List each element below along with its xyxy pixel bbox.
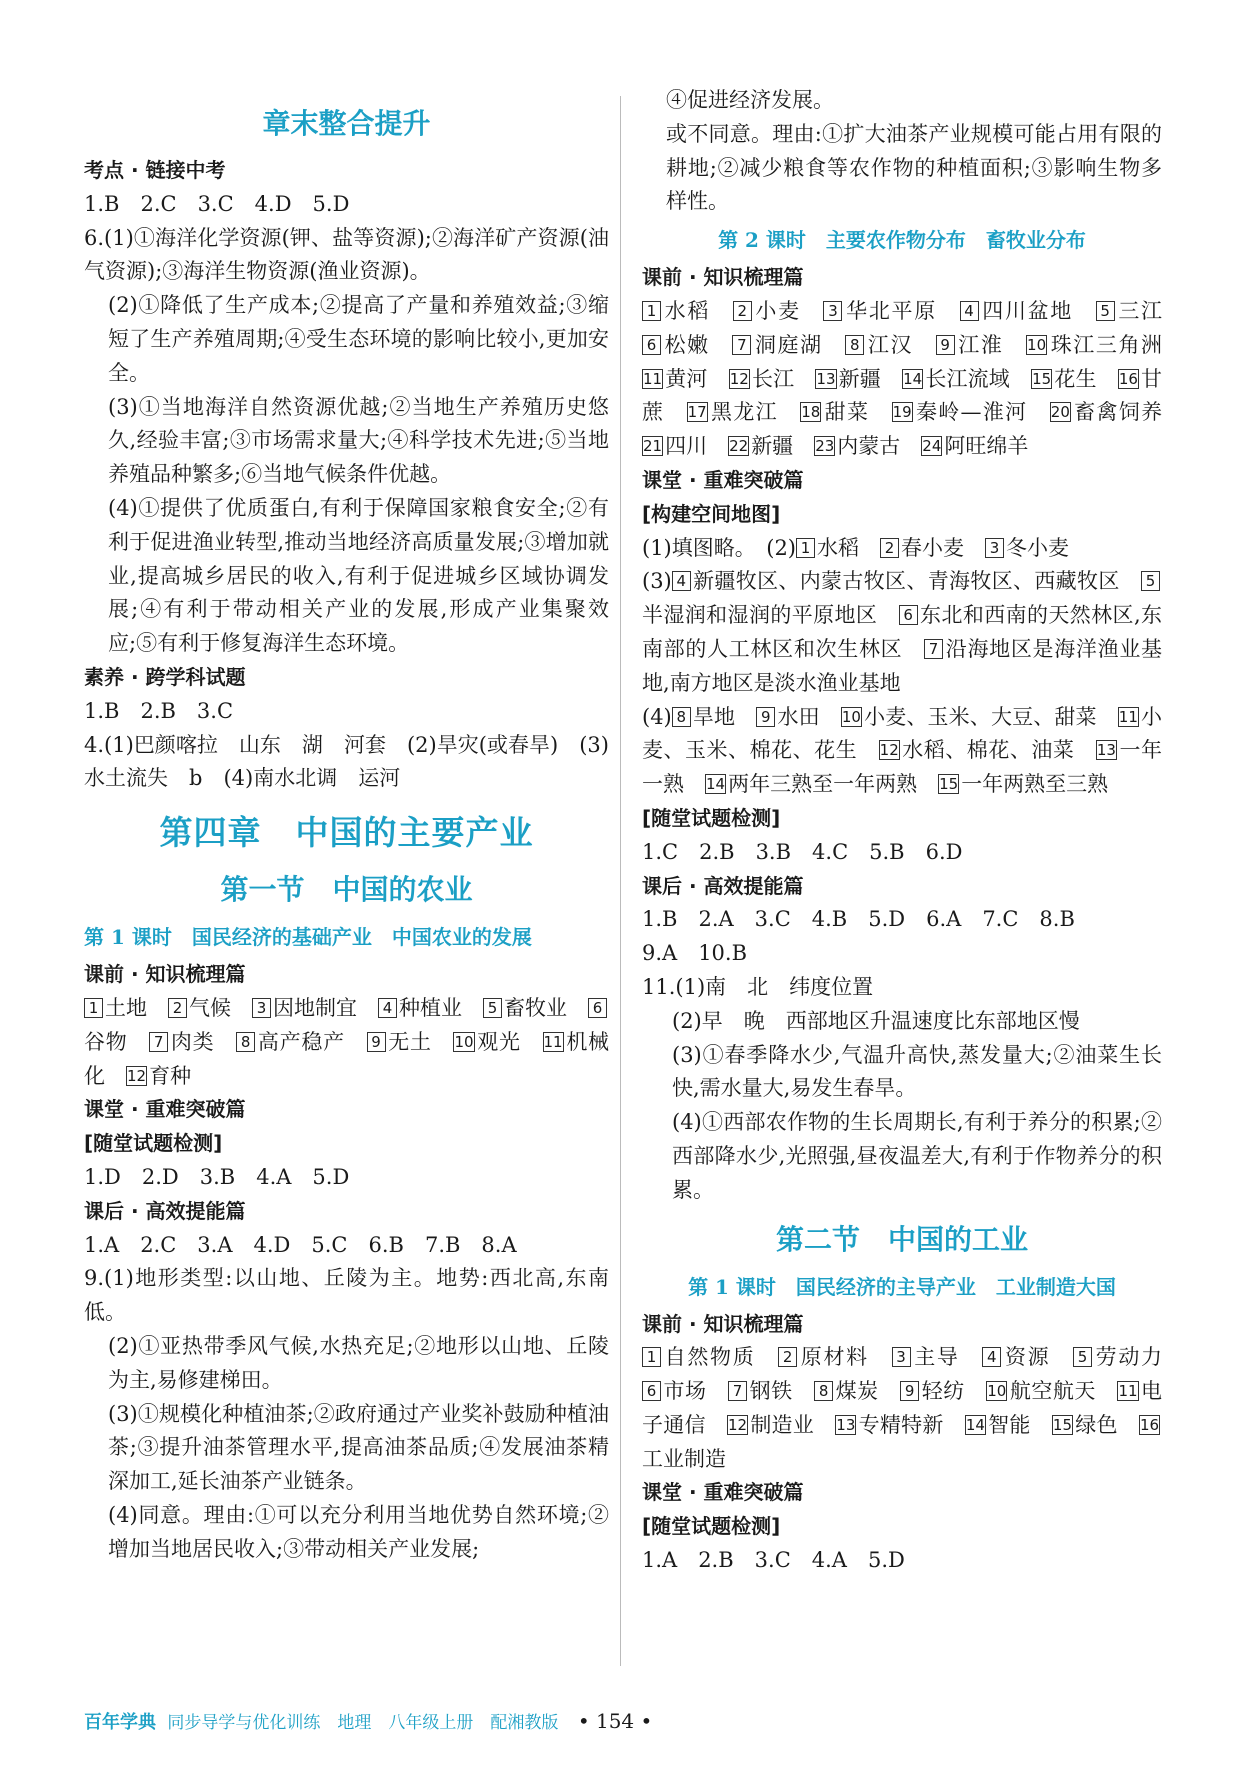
answer-item	[938, 772, 1108, 796]
answer-text: 无土	[387, 1029, 432, 1054]
answer-text: 四川盆地	[980, 298, 1073, 323]
answer-text: 气候	[189, 995, 231, 1020]
number-box: 6	[588, 998, 607, 1018]
answer-text: 市场	[663, 1379, 707, 1404]
number-box: 9	[756, 707, 775, 727]
answer-item	[642, 367, 708, 391]
number-box: 4	[378, 998, 397, 1018]
answer-item	[845, 333, 913, 357]
answer-line: 9.(1)地形类型:以山地、丘陵为主。地势:西北高,东南低。	[84, 1266, 609, 1325]
answer-item	[367, 1030, 432, 1054]
lesson-title: 第 1 课时 国民经济的基础产业 中国农业的发展	[84, 925, 532, 950]
answer-item	[814, 1379, 879, 1403]
answer-text: 洞庭湖	[753, 332, 823, 357]
answer-item	[672, 569, 1120, 593]
number-box: 3	[823, 301, 842, 321]
number-box: 14	[903, 369, 923, 388]
answer-item	[900, 1379, 965, 1403]
pre-class-answers	[642, 295, 1162, 464]
answer-text: 新疆牧区、内蒙古牧区、青海牧区、西藏牧区	[692, 569, 1120, 594]
answer-text: 因地制宜	[273, 995, 357, 1020]
answer-item	[642, 434, 707, 458]
answer-item	[960, 299, 1073, 323]
answer-item	[483, 996, 567, 1020]
answer-line: (3)①春季降水少,气温升高快,蒸发量大;②油菜生长快,需水量大,易发生春旱。	[672, 1042, 1162, 1101]
answer-text: 电子通信	[642, 1379, 1163, 1437]
number-box: 2	[733, 301, 752, 321]
number-box: 9	[900, 1381, 919, 1401]
answer-item	[835, 1413, 943, 1437]
answer-line: 1.A 2.C 3.A 4.D 5.C 6.B 7.B 8.A	[84, 1232, 517, 1257]
chapter-title: 第四章 中国的主要产业	[159, 813, 534, 853]
brand-name: 百年学典	[84, 1712, 156, 1733]
left-column	[84, 96, 609, 1566]
number-box: 13	[816, 369, 836, 388]
number-box: 22	[729, 437, 749, 456]
page-footer	[84, 1708, 652, 1734]
answer-text: 航空航天	[1009, 1379, 1096, 1404]
answer-item	[687, 400, 778, 424]
number-box: 7	[728, 1381, 747, 1401]
answer-item	[149, 1030, 214, 1054]
right-column	[642, 88, 1163, 1578]
answer-line: (2)①降低了生产成本;②提高了产量和养殖效益;③缩短了生产养殖周期;④受生态环境的影响比较小,更加安全。	[108, 293, 609, 385]
number-box: 3	[252, 998, 271, 1018]
answer-line: 1.B 2.A 3.C 4.B 5.D 6.A 7.C 8.B	[642, 907, 1075, 932]
map-answer-line	[642, 565, 1162, 700]
answer-item	[236, 1030, 345, 1054]
answer-text: 主导	[912, 1345, 960, 1370]
number-box: 15	[1032, 369, 1052, 388]
answer-item	[705, 772, 917, 796]
number-box: 19	[892, 403, 912, 422]
answer-text: 小麦	[753, 298, 801, 323]
answer-text: 四川	[665, 434, 708, 459]
number-box: 9	[936, 335, 955, 355]
answer-text: 土地	[105, 995, 147, 1020]
number-box: 11	[643, 369, 663, 388]
number-box: 8	[814, 1381, 833, 1401]
answer-text: 谷物	[84, 1029, 128, 1054]
answer-text: 原材料	[799, 1345, 869, 1370]
answer-text: 水田	[777, 704, 820, 729]
map-answer-prefix: (3)	[642, 569, 672, 594]
answer-line: 6.(1)①海洋化学资源(钾、盐等资源);②海洋矿产资源(油气资源);③海洋生物资源(渔业资源)。	[84, 225, 609, 284]
answer-text: 半湿润和湿润的平原地区	[642, 603, 878, 628]
answer-text: 华北平原	[844, 298, 937, 323]
answer-text: 阿旺绵羊	[944, 434, 1029, 459]
answer-item	[168, 996, 231, 1020]
map-answer-prefix: (1)填图略。 (2)	[642, 535, 796, 560]
book-info: 同步导学与优化训练 地理 八年级上册 配湘教版	[167, 1713, 559, 1733]
answer-text: 长江流域	[925, 366, 1010, 391]
answer-text: 冬小麦	[1006, 535, 1069, 560]
number-box: 14	[965, 1415, 985, 1434]
answer-text: 沿海地区是海洋渔业基地,南方地区是淡水渔业基地	[642, 636, 1163, 695]
answer-item	[879, 738, 1075, 762]
answer-line: 1.C 2.B 3.B 4.C 5.B 6.D	[642, 839, 963, 864]
answer-text: 一年两熟至三熟	[961, 772, 1109, 797]
answer-item	[378, 996, 462, 1020]
post-class-heading: 课后 · 高效提能篇	[84, 1198, 246, 1223]
answer-text: 畜牧业	[504, 995, 567, 1020]
number-box: 10	[987, 1382, 1007, 1401]
map-answer-line	[642, 701, 1162, 802]
post-class-heading: 课后 · 高效提能篇	[642, 873, 804, 898]
answer-text: 钢铁	[749, 1379, 793, 1404]
number-box: 8	[236, 1032, 255, 1052]
number-box: 7	[149, 1032, 168, 1052]
answer-item	[756, 705, 819, 729]
number-box: 11	[1118, 1382, 1138, 1401]
lesson-title: 第 1 课时 国民经济的主导产业 工业制造大国	[688, 1274, 1116, 1299]
answer-text: 水稻	[663, 298, 711, 323]
answer-item	[815, 367, 881, 391]
answer-line: 1.B 2.B 3.C	[84, 698, 234, 723]
answer-item	[642, 1379, 707, 1403]
answer-text: 江汉	[866, 332, 914, 357]
number-box: 13	[1096, 741, 1116, 760]
number-box: 16	[1118, 369, 1138, 388]
answer-item	[642, 299, 710, 323]
answer-text: 煤炭	[835, 1379, 879, 1404]
section-title: 第二节 中国的工业	[775, 1222, 1028, 1256]
number-box: 4	[982, 1347, 1001, 1367]
answer-item	[732, 333, 822, 357]
answer-text: 劳动力	[1094, 1345, 1163, 1370]
number-box: 12	[729, 369, 749, 388]
page-number: • 154 •	[577, 1709, 653, 1733]
answer-item	[1050, 400, 1162, 424]
answer-text: 春小麦	[901, 535, 964, 560]
number-box: 6	[642, 1381, 661, 1401]
answer-line: (2)①亚热带季风气候,水热充足;②地形以山地、丘陵为主,易修建梯田。	[108, 1333, 609, 1392]
number-box: 9	[367, 1032, 386, 1052]
number-box: 24	[922, 437, 942, 456]
answer-item	[1031, 367, 1097, 391]
number-box: 21	[643, 437, 663, 456]
map-answers	[642, 532, 1162, 802]
number-box: 11	[543, 1032, 563, 1051]
answer-text: 内蒙古	[837, 434, 901, 459]
number-box: 11	[1118, 707, 1138, 726]
number-box: 13	[836, 1415, 856, 1434]
in-class-heading: 课堂 · 重难突破篇	[84, 1097, 246, 1122]
answer-text: 肉类	[170, 1029, 215, 1054]
column-divider	[620, 96, 621, 1666]
number-box: 4	[672, 571, 691, 591]
number-box: 10	[454, 1032, 474, 1051]
number-box: 20	[1050, 403, 1070, 422]
answer-item	[965, 1413, 1031, 1437]
number-box: 5	[1073, 1347, 1092, 1367]
map-answer-line	[642, 532, 1162, 566]
in-class-heading: 课堂 · 重难突破篇	[642, 467, 804, 492]
answer-line: 1.D 2.D 3.B 4.A 5.D	[84, 1164, 350, 1189]
answer-item	[729, 367, 795, 391]
number-box: 3	[985, 538, 1004, 558]
answer-item	[252, 996, 357, 1020]
answer-text: 东北和西南的天然林区,东南部的人工林区和次生林区	[642, 603, 1163, 661]
map-label: [构建空间地图]	[642, 501, 781, 526]
number-box: 1	[84, 998, 103, 1018]
pre-class-heading: 课前 · 知识梳理篇	[642, 265, 804, 290]
answer-item	[126, 1064, 191, 1088]
answer-item	[985, 536, 1069, 560]
answer-text: 高产稳产	[257, 1029, 345, 1054]
number-box: 8	[672, 707, 691, 727]
answer-line: 4.(1)巴颜喀拉 山东 湖 河套 (2)旱灾(或春旱) (3)水土流失 b (4)南水北调 运河	[84, 732, 609, 791]
number-box: 2	[168, 998, 187, 1018]
answer-item	[1096, 299, 1162, 323]
answer-item	[453, 1030, 520, 1054]
quiz-label: [随堂试题检测]	[642, 1514, 781, 1539]
answer-text: 自然物质	[663, 1345, 756, 1370]
number-box: 15	[1052, 1415, 1073, 1434]
answer-item	[841, 705, 1097, 729]
answer-text: 工业制造	[642, 1446, 726, 1471]
answer-text: 黄河	[665, 366, 708, 391]
answer-line: (4)①西部农作物的生长周期长,有利于养分的积累;②西部降水少,光照强,昼夜温差大,有利于作物养分的积累。	[672, 1110, 1162, 1202]
answer-text: 旱地	[692, 704, 736, 729]
answer-text: 水稻、棉花、油菜	[901, 738, 1075, 763]
answer-line: 11.(1)南 北 纬度位置	[642, 974, 874, 999]
answer-text: 机械化	[84, 1029, 610, 1088]
number-box: 12	[727, 1415, 748, 1434]
answer-item	[642, 333, 710, 357]
answer-item	[936, 333, 1004, 357]
number-box: 5	[483, 998, 502, 1018]
pre-class-heading: 课前 · 知识梳理篇	[642, 1311, 804, 1336]
number-box: 15	[939, 775, 959, 794]
number-box: 6	[642, 335, 661, 355]
number-box: 2	[778, 1347, 797, 1367]
number-box: 14	[706, 775, 726, 794]
answer-line: ④促进经济发展。	[666, 88, 834, 112]
answer-item	[672, 705, 735, 729]
number-box: 10	[841, 707, 861, 726]
answer-text: 育种	[149, 1063, 192, 1088]
number-box: 4	[960, 301, 979, 321]
answer-line: 9.A 10.B	[642, 941, 748, 966]
answer-item	[796, 536, 859, 560]
number-box: 2	[880, 538, 899, 558]
answer-item	[814, 434, 900, 458]
answer-text: 黑龙江	[709, 400, 778, 425]
answer-text: 秦岭—淮河	[914, 400, 1028, 425]
answer-item	[892, 1345, 960, 1369]
pre-class-answers	[642, 1341, 1162, 1476]
number-box: 12	[879, 741, 899, 760]
answer-text: 一年一熟	[642, 738, 1163, 797]
answer-item	[880, 536, 964, 560]
answer-item	[727, 1413, 814, 1437]
answer-item	[84, 996, 147, 1020]
answer-text: 珠江三角洲	[1049, 332, 1163, 357]
number-box: 10	[1027, 335, 1047, 354]
answer-text: 甘蔗	[642, 366, 1163, 425]
map-answer-prefix: (4)	[642, 704, 672, 729]
number-box: 7	[924, 639, 943, 659]
number-box: 17	[687, 403, 707, 422]
number-box: 6	[899, 605, 918, 625]
answer-text: 松嫩	[663, 332, 710, 357]
answer-line: 或不同意。理由:①扩大油茶产业规模可能占用有限的耕地;②减少粮食等农作物的种植面积;③影响生物多样性。	[666, 121, 1162, 214]
number-box: 1	[796, 538, 815, 558]
answer-text: 小麦、玉米、棉花、花生	[642, 704, 1163, 763]
answer-text: 新疆	[751, 434, 794, 459]
pre-class-answers	[84, 992, 609, 1093]
chapter-review-title: 章末整合提升	[262, 107, 431, 140]
answer-item	[892, 400, 1028, 424]
quiz-label: [随堂试题检测]	[84, 1131, 223, 1156]
answer-text: 两年三熟至一年两熟	[728, 772, 918, 797]
answer-item	[982, 1345, 1050, 1369]
number-box: 5	[1141, 571, 1160, 591]
answer-line: (3)①当地海洋自然资源优越;②当地生产养殖历史悠久,经验丰富;③市场需求量大;④科学技术先进;⑤当地养殖品种繁多;⑥当地气候条件优越。	[108, 394, 609, 487]
exam-link-heading: 考点 · 链接中考	[84, 158, 226, 182]
answer-text: 制造业	[750, 1412, 815, 1437]
answer-text: 专精特新	[858, 1412, 944, 1437]
answer-text: 三江	[1116, 298, 1163, 323]
answer-text: 种植业	[399, 995, 462, 1020]
answer-text: 花生	[1054, 366, 1097, 391]
pre-class-heading: 课前 · 知识梳理篇	[84, 962, 246, 987]
lesson-title: 第 2 课时 主要农作物分布 畜牧业分布	[718, 228, 1086, 253]
answer-text: 江淮	[956, 332, 1004, 357]
answer-text: 水稻	[817, 535, 859, 560]
answer-text: 轻纺	[921, 1379, 965, 1404]
number-box: 23	[815, 437, 835, 456]
answer-text: 畜禽饲养	[1072, 400, 1163, 425]
answer-item	[642, 1345, 755, 1369]
section-title: 第一节 中国的农业	[220, 873, 473, 907]
number-box: 18	[801, 403, 821, 422]
answer-item	[921, 434, 1028, 458]
answer-item	[1026, 333, 1162, 357]
answer-item	[986, 1379, 1096, 1403]
answer-item	[1052, 1413, 1118, 1437]
quiz-label: [随堂试题检测]	[642, 805, 781, 830]
number-box: 5	[1096, 301, 1115, 321]
number-box: 1	[642, 1347, 661, 1367]
answer-text: 小麦、玉米、大豆、甜菜	[863, 704, 1097, 729]
answer-item	[823, 299, 936, 323]
number-box: 16	[1140, 1415, 1160, 1434]
answer-item	[728, 1379, 793, 1403]
number-box: 7	[732, 335, 751, 355]
answer-line: 1.B 2.C 3.C 4.D 5.D	[84, 191, 350, 216]
answer-line: (4)同意。理由:①可以充分利用当地优势自然环境;②增加当地居民收入;③带动相关产业发展;	[108, 1502, 609, 1561]
answer-item	[733, 299, 801, 323]
number-box: 12	[127, 1066, 147, 1085]
answer-line: (3)①规模化种植油茶;②政府通过产业奖补鼓励种植油茶;③提升油茶管理水平,提高油茶品质;④发展油茶精深加工,延长油茶产业链条。	[108, 1401, 609, 1494]
answer-text: 资源	[1003, 1345, 1051, 1370]
answer-line: 1.A 2.B 3.C 4.A 5.D	[642, 1548, 905, 1573]
answer-text: 观光	[476, 1029, 521, 1054]
answer-text: 甜菜	[823, 400, 870, 425]
answer-item	[1073, 1345, 1162, 1369]
answer-text: 绿色	[1075, 1412, 1118, 1437]
answer-item	[800, 400, 869, 424]
cross-subject-heading: 素养 · 跨学科试题	[84, 664, 246, 689]
answer-text: 长江	[751, 366, 795, 391]
number-box: 3	[892, 1347, 911, 1367]
answer-item	[902, 367, 1010, 391]
answer-line: (4)①提供了优质蛋白,有利于保障国家粮食安全;②有利于促进渔业转型,推动当地经济高质量发展;③增加就业,提高城乡居民的收入,有利于促进城乡区域协调发展;④有利于带动相关产业的发展,形成产业集聚效应;⑤有利于修复海洋生态环境。	[108, 495, 609, 656]
answer-item	[728, 434, 793, 458]
answer-text: 新疆	[838, 366, 881, 391]
answer-text: 智能	[987, 1412, 1031, 1437]
answer-line: (2)早 晚 西部地区升温速度比东部地区慢	[672, 1008, 1080, 1033]
number-box: 1	[642, 301, 661, 321]
in-class-heading: 课堂 · 重难突破篇	[642, 1480, 804, 1505]
answer-item	[778, 1345, 869, 1369]
number-box: 8	[845, 335, 864, 355]
